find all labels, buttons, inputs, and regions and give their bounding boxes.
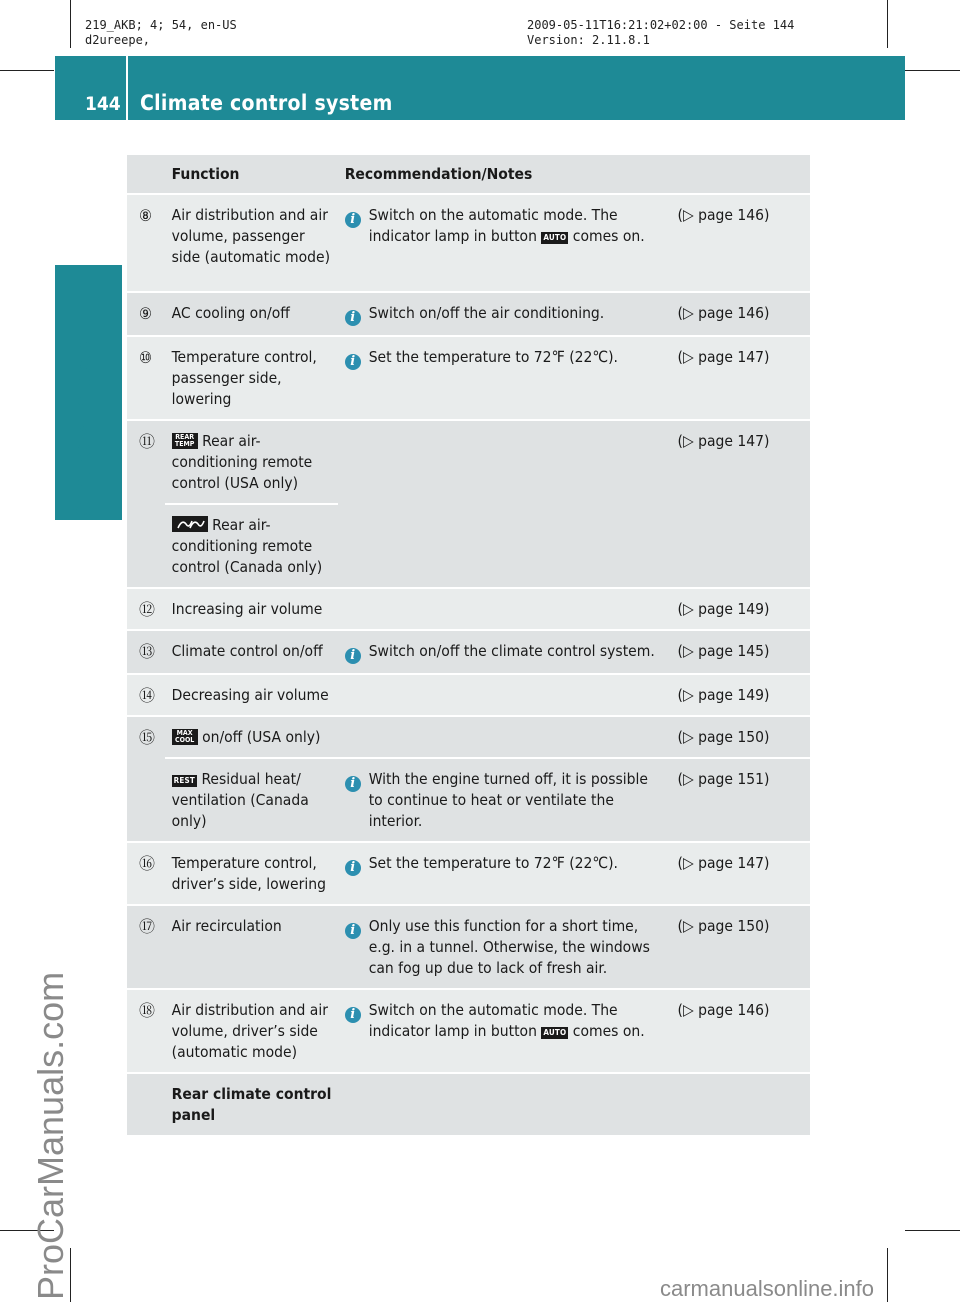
max-cool-icon: MAX COOL (172, 729, 198, 745)
info-icon: i (345, 310, 361, 326)
function-text: Rear air-conditioning remote control (USA only) (171, 432, 313, 492)
print-meta-left (85, 18, 237, 48)
table-row (127, 717, 810, 759)
page-reference: (▷ page 151) (671, 759, 810, 843)
note-text: Set the temperature to 72℉ (22℃). (368, 348, 618, 366)
note-text: Switch on/off the climate control system. (368, 642, 655, 660)
print-meta-left-line2: d2ureepe, (85, 33, 151, 47)
page-reference: (▷ page 146) (671, 293, 810, 337)
function-cell: Increasing air volume (165, 589, 338, 631)
note-text: Switch on/off the air conditioning. (368, 304, 605, 322)
table-row (127, 759, 810, 843)
info-icon: i (345, 1007, 361, 1023)
note-text: Set the temperature to 72℉ (22℃). (368, 854, 618, 872)
info-icon: i (345, 354, 361, 370)
page-reference: (▷ page 147) (671, 337, 810, 421)
item-number: ⑬ (127, 631, 165, 675)
info-icon: i (345, 212, 361, 228)
item-number: ⑪ (127, 421, 165, 589)
function-cell: Air distribution and air volume, passenger side (automatic mode) (165, 195, 338, 293)
function-cell (165, 717, 338, 759)
rear-temp-icon: REAR TEMP (172, 433, 198, 449)
table-row (127, 631, 810, 675)
notes-cell (338, 337, 671, 421)
print-meta-right-line2: Version: 2.11.8.1 (527, 33, 650, 47)
notes-cell (338, 1074, 671, 1137)
page-reference (671, 1074, 810, 1137)
page-reference: (▷ page 149) (671, 675, 810, 717)
notes-cell (338, 293, 671, 337)
table-row (127, 195, 810, 293)
notes-cell (338, 675, 671, 717)
item-number: ⑫ (127, 589, 165, 631)
note-text: Switch on the automatic mode. The indicator lamp in button (368, 1001, 618, 1040)
function-cell: AC cooling on/off (165, 293, 338, 337)
function-text: Rear air-conditioning remote control (Canada only) (171, 516, 323, 576)
page-reference: (▷ page 146) (671, 195, 810, 293)
function-cell: Decreasing air volume (165, 675, 338, 717)
print-meta-right-line1: 2009-05-11T16:21:02+02:00 - Seite 144 (527, 18, 795, 32)
item-number: ⑩ (127, 337, 165, 421)
item-number: ⑭ (127, 675, 165, 717)
note-text: Switch on the automatic mode. The indicator lamp in button (368, 206, 618, 245)
page-reference: (▷ page 149) (671, 589, 810, 631)
table-header-row (127, 155, 810, 195)
function-text: Residual heat/ ventilation (Canada only) (171, 770, 309, 830)
page-reference: (▷ page 147) (671, 421, 810, 589)
column-header-function: Function (165, 155, 338, 195)
info-icon: i (345, 648, 361, 664)
section-label: Controls in detail (71, 322, 96, 520)
side-watermark: ProCarManuals.com (30, 971, 71, 1300)
section-heading: Rear climate control panel (165, 1074, 338, 1137)
page-number: 144 (85, 93, 121, 115)
function-cell (165, 505, 338, 589)
rear-fan-icon (172, 516, 208, 532)
note-text: Only use this function for a short time, e.g. in a tunnel. Otherwise, the windows can fog up due to lack of fresh air. (368, 917, 650, 977)
table-row (127, 337, 810, 421)
function-cell: Air recirculation (165, 906, 338, 990)
notes-cell (338, 631, 671, 675)
table-row (127, 421, 810, 505)
function-cell: Climate control on/off (165, 631, 338, 675)
function-text: on/off (USA only) (197, 728, 321, 746)
print-meta-left-line1: 219_AKB; 4; 54, en-US (85, 18, 237, 32)
function-cell (165, 421, 338, 505)
item-number: ⑧ (127, 195, 165, 293)
page-reference: (▷ page 145) (671, 631, 810, 675)
notes-cell (338, 843, 671, 906)
table-row (127, 990, 810, 1074)
table-row (127, 906, 810, 990)
column-header-number (127, 155, 165, 195)
crop-mark (0, 70, 54, 71)
note-text: With the engine turned off, it is possible to continue to heat or ventilate the interior. (368, 770, 648, 830)
page-reference: (▷ page 150) (671, 906, 810, 990)
crop-mark (70, 0, 71, 48)
notes-cell (338, 990, 671, 1074)
table-row (127, 675, 810, 717)
crop-mark (905, 70, 960, 71)
notes-cell (338, 195, 671, 293)
table-row (127, 843, 810, 906)
function-table (127, 155, 810, 1137)
notes-cell (338, 421, 671, 589)
notes-cell (338, 906, 671, 990)
footer-watermark: carmanualsonline.info (660, 1276, 875, 1301)
function-cell (165, 759, 338, 843)
item-number: ⑨ (127, 293, 165, 337)
table-row (127, 589, 810, 631)
item-number (127, 1074, 165, 1137)
page-reference: (▷ page 150) (671, 717, 810, 759)
notes-cell (338, 717, 671, 759)
function-cell: Air distribution and air volume, driver’s side (automatic mode) (165, 990, 338, 1074)
note-text-end: comes on. (568, 1022, 645, 1040)
crop-mark (887, 0, 888, 48)
page-title: Climate control system (140, 91, 393, 115)
table-row (127, 293, 810, 337)
print-meta-right (527, 18, 794, 48)
info-icon: i (345, 860, 361, 876)
notes-cell (338, 759, 671, 843)
column-header-reference (671, 155, 810, 195)
auto-button-icon: AUTO (543, 1028, 567, 1037)
item-number: ⑱ (127, 990, 165, 1074)
page-reference: (▷ page 146) (671, 990, 810, 1074)
item-number: ⑰ (127, 906, 165, 990)
info-icon: i (345, 923, 361, 939)
auto-button-icon: AUTO (543, 233, 567, 242)
item-number: ⑮ (127, 717, 165, 843)
rest-icon: REST (173, 776, 196, 785)
item-number: ⑯ (127, 843, 165, 906)
crop-mark (887, 1248, 888, 1302)
info-icon: i (345, 776, 361, 792)
page-reference: (▷ page 147) (671, 843, 810, 906)
note-text-end: comes on. (568, 227, 645, 245)
header-separator (126, 56, 128, 120)
function-cell: Temperature control, driver’s side, lowering (165, 843, 338, 906)
function-cell: Temperature control, passenger side, lowering (165, 337, 338, 421)
column-header-notes: Recommendation/Notes (338, 155, 671, 195)
table-section-row (127, 1074, 810, 1137)
notes-cell (338, 589, 671, 631)
crop-mark (905, 1230, 960, 1231)
